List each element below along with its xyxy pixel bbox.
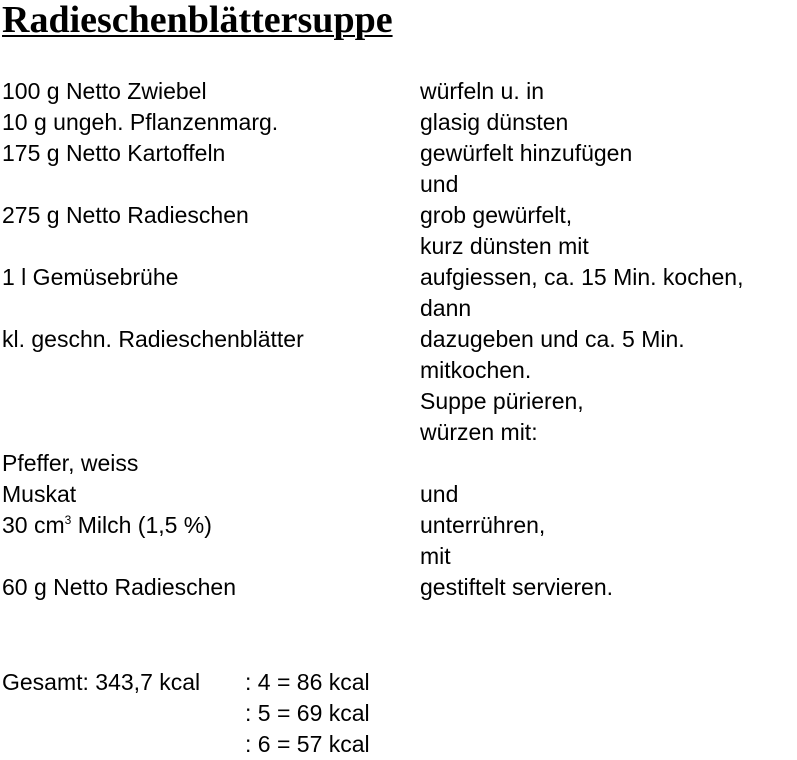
instruction: und: [420, 481, 459, 507]
ingredient-amount: 30 cm: [2, 512, 65, 538]
recipe-row: [2, 355, 797, 386]
instruction: würzen mit:: [420, 419, 538, 445]
recipe-row: [2, 293, 797, 324]
instruction: aufgiessen, ca. 15 Min. kochen,: [420, 264, 744, 290]
instruction: kurz dünsten mit: [420, 233, 589, 259]
instruction: Suppe pürieren,: [420, 388, 584, 414]
instruction: gewürfelt hinzufügen: [420, 140, 633, 166]
recipe-row: [2, 231, 797, 262]
instruction: dazugeben und ca. 5 Min.: [420, 326, 685, 352]
recipe-row: [2, 262, 797, 293]
recipe-row: [2, 510, 797, 541]
per-serving-kcal: : 5 = 69 kcal: [245, 700, 370, 726]
instruction: unterrühren,: [420, 512, 546, 538]
per-serving-kcal: : 4 = 86 kcal: [245, 669, 370, 695]
instruction: grob gewürfelt,: [420, 202, 573, 228]
ingredient: 1 l Gemüsebrühe: [2, 264, 179, 290]
ingredient: [2, 510, 212, 541]
ingredient: 10 g ungeh. Pflanzenmarg.: [2, 109, 279, 135]
recipe-row: [2, 200, 797, 231]
ingredient: Pfeffer, weiss: [2, 450, 139, 476]
recipe-title: Radieschenblättersuppe: [2, 0, 393, 41]
ingredient: 60 g Netto Radieschen: [2, 574, 236, 600]
totals-row: [2, 698, 797, 729]
recipe-row: [2, 448, 797, 479]
instruction: mit: [420, 543, 451, 569]
instruction: gestiftelt servieren.: [420, 574, 614, 600]
ingredient: 275 g Netto Radieschen: [2, 202, 249, 228]
recipe-row: [2, 386, 797, 417]
instruction: dann: [420, 295, 472, 321]
recipe-row: [2, 76, 797, 107]
recipe-row: [2, 417, 797, 448]
recipe-row: [2, 138, 797, 169]
ingredient: Muskat: [2, 481, 77, 507]
totals-row: [2, 667, 797, 698]
ingredient-name: Milch (1,5 %): [71, 512, 212, 538]
instruction: und: [420, 171, 459, 197]
recipe-row: [2, 107, 797, 138]
per-serving-kcal: : 6 = 57 kcal: [245, 731, 370, 757]
recipe-body: [2, 76, 797, 760]
instruction: mitkochen.: [420, 357, 532, 383]
instruction: glasig dünsten: [420, 109, 569, 135]
recipe-row: [2, 479, 797, 510]
superscript-exponent: 3: [64, 513, 72, 527]
recipe-row: [2, 572, 797, 603]
section-gap: [2, 603, 797, 667]
recipe-row: [2, 169, 797, 200]
ingredient: kl. geschn. Radieschenblätter: [2, 326, 304, 352]
ingredient: 175 g Netto Kartoffeln: [2, 140, 226, 166]
recipe-row: [2, 541, 797, 572]
calorie-totals: [2, 667, 797, 760]
totals-row: [2, 729, 797, 760]
recipe-row: [2, 324, 797, 355]
total-kcal-label: Gesamt: 343,7 kcal: [2, 669, 201, 695]
ingredient: 100 g Netto Zwiebel: [2, 78, 207, 104]
instruction: würfeln u. in: [420, 78, 545, 104]
